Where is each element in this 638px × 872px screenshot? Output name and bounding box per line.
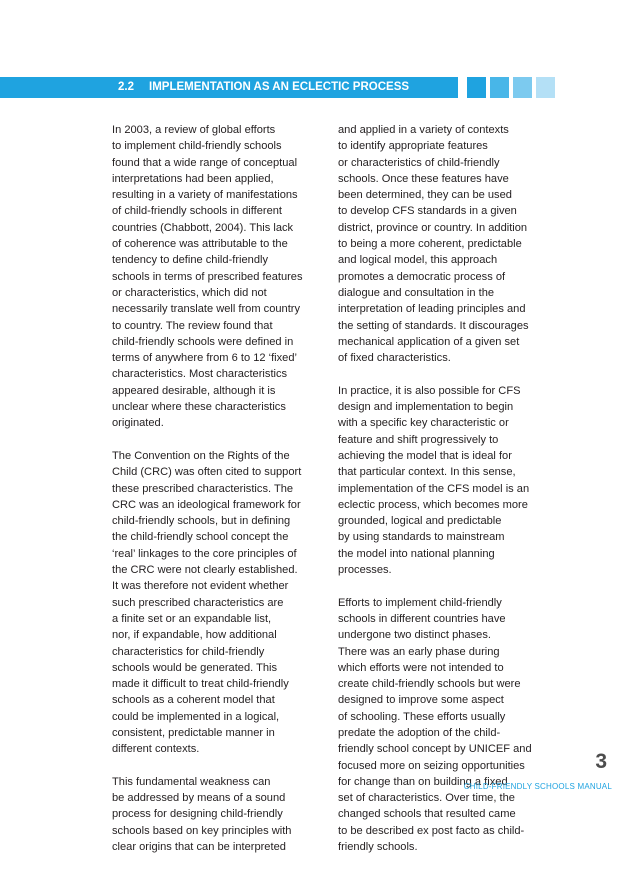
- page-number: 3: [595, 750, 607, 773]
- decorative-square-2: [490, 77, 509, 98]
- decorative-square-4: [536, 77, 555, 98]
- body-paragraph: This fundamental weakness can be addressed by means of a sound process for designing child-friendly schools based on key principles with clear origins that can be interpreted: [112, 775, 292, 854]
- body-paragraph: The Convention on the Rights of the Child (CRC) was often cited to support these prescribed characteristics. The CRC was an ideological framework for child-friendly schools, but in defining the child-friendly school concept the ‘real’ linkages to the core principles of the CRC were not clearly established. It was therefore not evident whether such prescribed characteristics are a finite set or an expandable list, nor, if expandable, how additional characteristics for child-friendly schools would be generated. This made it difficult to treat child-friendly schools as a coherent model that could be implemented in a logical, consistent, predictable manner in different contexts.: [112, 449, 302, 756]
- section-header-bar: [0, 77, 458, 98]
- right-column: [338, 122, 553, 872]
- body-paragraph: Efforts to implement child-friendly schools in different countries have undergone two distinct phases. There was an early phase during which efforts were not intended to create child-friendly schools but were designed to improve some aspect of schooling. These efforts usually predate the adoption of the child- friendly school concept by UNICEF and focused more on seizing opportunities for change than on building a fixed set of characteristics. Over time, the changed schools that resulted came to be described ex post facto as child- friendly schools.: [338, 596, 532, 854]
- publication-title: CHILD-FRIENDLY SCHOOLS MANUAL: [463, 782, 612, 791]
- left-column: [112, 122, 327, 872]
- decorative-square-1: [467, 77, 486, 98]
- body-paragraph: and applied in a variety of contexts to identify appropriate features or characteristics of child-friendly schools. Once these features have been determined, they can be used to develop CFS standards in a given district, province or country. In addition to being a more coherent, predictable and logical model, this approach promotes a democratic process of dialogue and consultation in the interpretation of leading principles and the setting of standards. It discourages mechanical application of a given set of fixed characteristics.: [338, 124, 529, 365]
- body-paragraph: In 2003, a review of global efforts to implement child-friendly schools found that a wide range of conceptual interpretations had been applied, resulting in a variety of manifestations of child-friendly schools in different countries (Chabbott, 2004). This lack of coherence was attributable to the tendency to define child-friendly schools in terms of prescribed features or characteristics, which did not necessarily translate well from country to country. The review found that child-friendly schools were defined in terms of anywhere from 6 to 12 ‘fixed’ characteristics. Most characteristics appeared desirable, although it is unclear where these characteristics originated.: [112, 124, 303, 430]
- body-paragraph: In practice, it is also possible for CFS design and implementation to begin with a specific key characteristic or feature and shift progressively to achieving the model that is ideal for that particular context. In this sense, implementation of the CFS model is an eclectic process, which becomes more grounded, logical and predictable by using standards to mainstream the model into national planning processes.: [338, 384, 530, 577]
- decorative-square-3: [513, 77, 532, 98]
- section-number: 2.2: [118, 81, 134, 93]
- section-title: IMPLEMENTATION AS AN ECLECTIC PROCESS: [149, 81, 410, 93]
